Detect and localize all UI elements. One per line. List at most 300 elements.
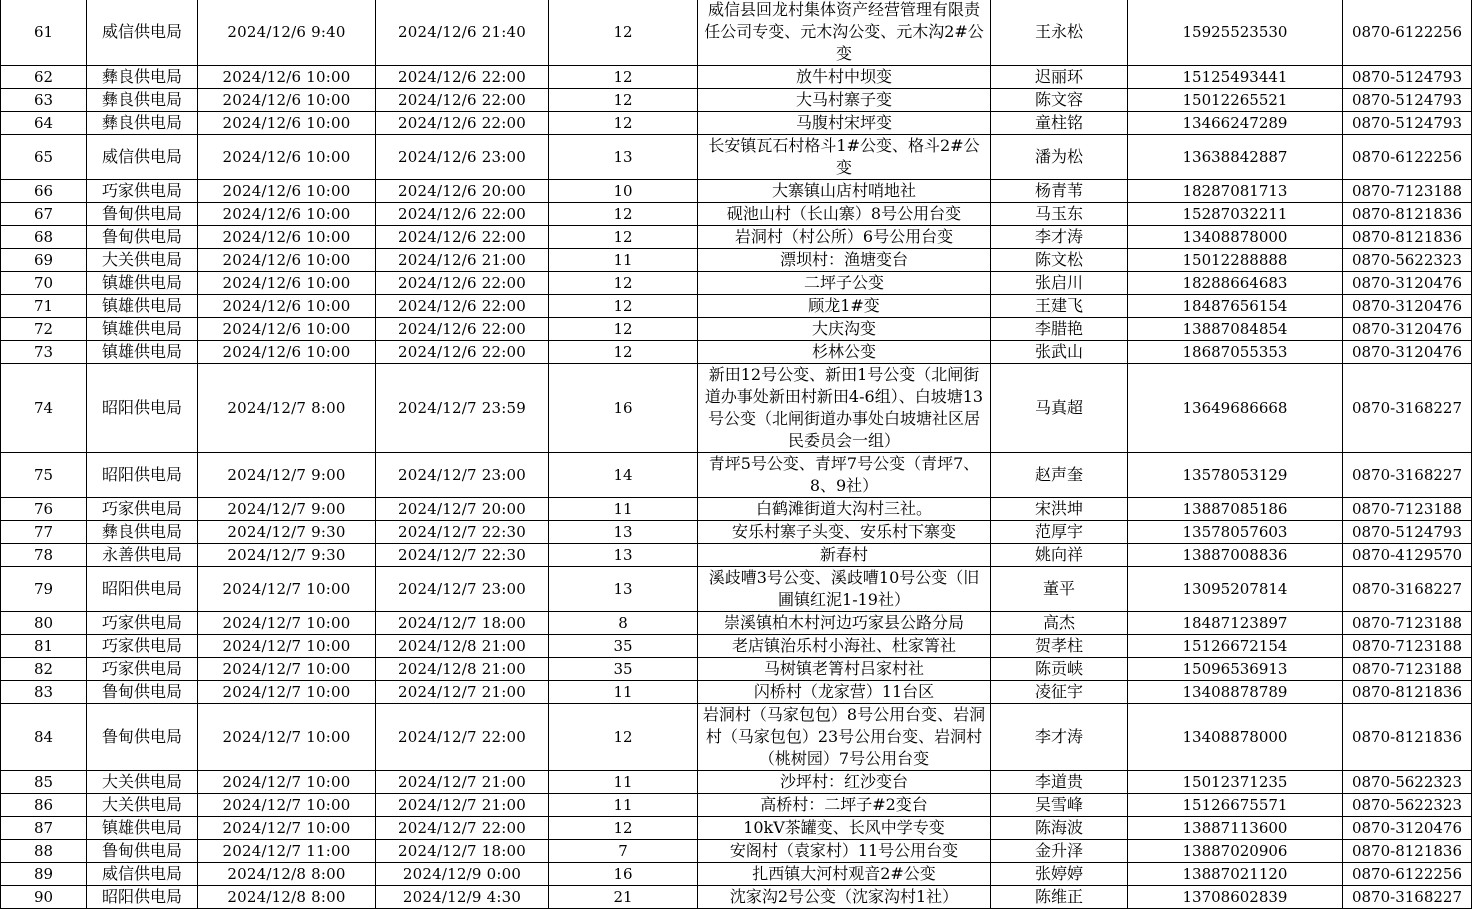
mobile-cell[interactable]: 18287081713 [1128,180,1343,203]
duration-cell[interactable]: 12 [549,0,698,66]
row-number[interactable]: 65 [1,135,87,180]
start-time-cell[interactable]: 2024/12/6 9:40 [198,0,376,66]
end-time-cell[interactable]: 2024/12/7 23:00 [376,567,549,612]
outage-area-cell[interactable]: 岩洞村（马家包包）8号公用台变、岩洞村（马家包包）23号公用台变、岩洞村（桃树园）7号公用台变 [698,704,991,771]
table-row [1,635,1472,658]
table-row [1,180,1472,203]
start-time-cell[interactable]: 2024/12/7 10:00 [198,635,376,658]
duration-cell[interactable]: 12 [549,112,698,135]
start-time-cell[interactable]: 2024/12/6 10:00 [198,341,376,364]
row-number[interactable]: 72 [1,318,87,341]
contact-name-cell[interactable]: 陈文容 [991,89,1128,112]
row-number[interactable]: 89 [1,863,87,886]
table-row [1,544,1472,567]
row-number[interactable]: 73 [1,341,87,364]
start-time-cell[interactable]: 2024/12/7 10:00 [198,612,376,635]
mobile-cell[interactable]: 18487656154 [1128,295,1343,318]
outage-area-cell[interactable]: 马树镇老箐村吕家村社 [698,658,991,681]
outage-area-cell[interactable]: 岩洞村（村公所）6号公用台变 [698,226,991,249]
phone-cell[interactable]: 0870-7123188 [1343,635,1472,658]
end-time-cell[interactable]: 2024/12/6 22:00 [376,112,549,135]
outage-area-cell[interactable]: 威信县回龙村集体资产经营管理有限责任公司专变、元木沟公变、元木沟2#公变 [698,0,991,66]
end-time-cell[interactable]: 2024/12/7 23:59 [376,364,549,453]
end-time-cell[interactable]: 2024/12/8 21:00 [376,658,549,681]
bureau-cell[interactable]: 镇雄供电局 [87,318,198,341]
bureau-cell[interactable]: 巧家供电局 [87,635,198,658]
bureau-cell[interactable]: 彝良供电局 [87,66,198,89]
table-row [1,612,1472,635]
mobile-cell[interactable]: 13887020906 [1128,840,1343,863]
start-time-cell[interactable]: 2024/12/6 10:00 [198,203,376,226]
phone-cell[interactable]: 0870-5622323 [1343,249,1472,272]
mobile-cell[interactable]: 13408878000 [1128,704,1343,771]
end-time-cell[interactable]: 2024/12/6 22:00 [376,272,549,295]
row-number[interactable]: 64 [1,112,87,135]
table-row [1,272,1472,295]
start-time-cell[interactable]: 2024/12/7 10:00 [198,771,376,794]
end-time-cell[interactable]: 2024/12/6 21:00 [376,249,549,272]
duration-cell[interactable]: 13 [549,567,698,612]
outage-area-cell[interactable]: 新田12号公变、新田1号公变（北闸街道办事处新田村新田4-6组）、白坡塘13号公变（北闸街道办事处白坡塘社区居民委员会一组） [698,364,991,453]
bureau-cell[interactable]: 彝良供电局 [87,89,198,112]
start-time-cell[interactable]: 2024/12/6 10:00 [198,180,376,203]
contact-name-cell[interactable]: 陈海波 [991,817,1128,840]
phone-cell[interactable]: 0870-3120476 [1343,272,1472,295]
mobile-cell[interactable]: 15925523530 [1128,0,1343,66]
table-row [1,521,1472,544]
mobile-cell[interactable]: 15012265521 [1128,89,1343,112]
bureau-cell[interactable]: 巧家供电局 [87,658,198,681]
phone-cell[interactable]: 0870-3168227 [1343,364,1472,453]
outage-area-cell[interactable]: 漂坝村：渔塘变台 [698,249,991,272]
mobile-cell[interactable]: 13578053129 [1128,453,1343,498]
contact-name-cell[interactable]: 姚向祥 [991,544,1128,567]
mobile-cell[interactable]: 15096536913 [1128,658,1343,681]
phone-cell[interactable]: 0870-5124793 [1343,521,1472,544]
row-number[interactable]: 82 [1,658,87,681]
outage-area-cell[interactable]: 砚池山村（长山寨）8号公用台变 [698,203,991,226]
bureau-cell[interactable]: 威信供电局 [87,135,198,180]
start-time-cell[interactable]: 2024/12/7 9:30 [198,521,376,544]
phone-cell[interactable]: 0870-8121836 [1343,840,1472,863]
outage-area-cell[interactable]: 沙坪村：红沙变台 [698,771,991,794]
mobile-cell[interactable]: 15012288888 [1128,249,1343,272]
mobile-cell[interactable]: 13466247289 [1128,112,1343,135]
contact-name-cell[interactable]: 迟丽环 [991,66,1128,89]
outage-area-cell[interactable]: 大寨镇山店村哨地社 [698,180,991,203]
contact-name-cell[interactable]: 凌征宇 [991,681,1128,704]
row-number[interactable]: 78 [1,544,87,567]
duration-cell[interactable]: 16 [549,364,698,453]
phone-cell[interactable]: 0870-6122256 [1343,863,1472,886]
start-time-cell[interactable]: 2024/12/6 10:00 [198,318,376,341]
contact-name-cell[interactable]: 宋洪坤 [991,498,1128,521]
bureau-cell[interactable]: 鲁甸供电局 [87,226,198,249]
row-number[interactable]: 77 [1,521,87,544]
row-number[interactable]: 80 [1,612,87,635]
phone-cell[interactable]: 0870-4129570 [1343,544,1472,567]
end-time-cell[interactable]: 2024/12/7 21:00 [376,771,549,794]
contact-name-cell[interactable]: 李道贵 [991,771,1128,794]
outage-area-cell[interactable]: 白鹤滩街道大沟村三社。 [698,498,991,521]
table-row [1,112,1472,135]
phone-cell[interactable]: 0870-5124793 [1343,89,1472,112]
end-time-cell[interactable]: 2024/12/7 18:00 [376,612,549,635]
start-time-cell[interactable]: 2024/12/7 9:00 [198,453,376,498]
duration-cell[interactable]: 11 [549,771,698,794]
phone-cell[interactable]: 0870-7123188 [1343,658,1472,681]
mobile-cell[interactable]: 13887113600 [1128,817,1343,840]
end-time-cell[interactable]: 2024/12/7 21:00 [376,681,549,704]
phone-cell[interactable]: 0870-3120476 [1343,318,1472,341]
bureau-cell[interactable]: 巧家供电局 [87,612,198,635]
bureau-cell[interactable]: 鲁甸供电局 [87,704,198,771]
start-time-cell[interactable]: 2024/12/8 8:00 [198,886,376,909]
mobile-cell[interactable]: 13887084854 [1128,318,1343,341]
outage-area-cell[interactable]: 安阁村（袁家村）11号公用台变 [698,840,991,863]
contact-name-cell[interactable]: 陈维正 [991,886,1128,909]
contact-name-cell[interactable]: 张启川 [991,272,1128,295]
end-time-cell[interactable]: 2024/12/7 22:30 [376,544,549,567]
bureau-cell[interactable]: 彝良供电局 [87,112,198,135]
mobile-cell[interactable]: 15126672154 [1128,635,1343,658]
mobile-cell[interactable]: 13887021120 [1128,863,1343,886]
contact-name-cell[interactable]: 杨青苇 [991,180,1128,203]
end-time-cell[interactable]: 2024/12/6 22:00 [376,226,549,249]
duration-cell[interactable]: 11 [549,794,698,817]
duration-cell[interactable]: 13 [549,521,698,544]
start-time-cell[interactable]: 2024/12/6 10:00 [198,226,376,249]
mobile-cell[interactable]: 18288664683 [1128,272,1343,295]
end-time-cell[interactable]: 2024/12/6 22:00 [376,89,549,112]
row-number[interactable]: 67 [1,203,87,226]
outage-area-cell[interactable]: 沈家沟2号公变（沈家沟村1社） [698,886,991,909]
phone-cell[interactable]: 0870-3120476 [1343,341,1472,364]
contact-name-cell[interactable]: 范厚宇 [991,521,1128,544]
phone-cell[interactable]: 0870-6122256 [1343,0,1472,66]
phone-cell[interactable]: 0870-5124793 [1343,112,1472,135]
duration-cell[interactable]: 11 [549,681,698,704]
end-time-cell[interactable]: 2024/12/7 18:00 [376,840,549,863]
start-time-cell[interactable]: 2024/12/8 8:00 [198,863,376,886]
end-time-cell[interactable]: 2024/12/7 22:30 [376,521,549,544]
mobile-cell[interactable]: 13649686668 [1128,364,1343,453]
duration-cell[interactable]: 35 [549,635,698,658]
outage-area-cell[interactable]: 老店镇治乐村小海社、杜家箐社 [698,635,991,658]
phone-cell[interactable]: 0870-3120476 [1343,817,1472,840]
duration-cell[interactable]: 11 [549,498,698,521]
bureau-cell[interactable]: 大关供电局 [87,771,198,794]
phone-cell[interactable]: 0870-3120476 [1343,295,1472,318]
phone-cell[interactable]: 0870-8121836 [1343,704,1472,771]
duration-cell[interactable]: 7 [549,840,698,863]
duration-cell[interactable]: 12 [549,341,698,364]
bureau-cell[interactable]: 彝良供电局 [87,521,198,544]
mobile-cell[interactable]: 13578057603 [1128,521,1343,544]
bureau-cell[interactable]: 威信供电局 [87,0,198,66]
end-time-cell[interactable]: 2024/12/7 22:00 [376,704,549,771]
bureau-cell[interactable]: 鲁甸供电局 [87,840,198,863]
outage-area-cell[interactable]: 杉林公变 [698,341,991,364]
start-time-cell[interactable]: 2024/12/6 10:00 [198,135,376,180]
duration-cell[interactable]: 16 [549,863,698,886]
phone-cell[interactable]: 0870-7123188 [1343,180,1472,203]
table-row [1,203,1472,226]
mobile-cell[interactable]: 13095207814 [1128,567,1343,612]
row-number[interactable]: 70 [1,272,87,295]
bureau-cell[interactable]: 巧家供电局 [87,180,198,203]
mobile-cell[interactable]: 15012371235 [1128,771,1343,794]
start-time-cell[interactable]: 2024/12/7 10:00 [198,658,376,681]
end-time-cell[interactable]: 2024/12/7 21:00 [376,794,549,817]
start-time-cell[interactable]: 2024/12/7 8:00 [198,364,376,453]
table-row [1,89,1472,112]
contact-name-cell[interactable]: 李才涛 [991,704,1128,771]
row-number[interactable]: 63 [1,89,87,112]
outage-area-cell[interactable]: 长安镇瓦石村格斗1#公变、格斗2#公变 [698,135,991,180]
duration-cell[interactable]: 12 [549,318,698,341]
mobile-cell[interactable]: 13408878789 [1128,681,1343,704]
outage-area-cell[interactable]: 扎西镇大河村观音2#公变 [698,863,991,886]
duration-cell[interactable]: 14 [549,453,698,498]
duration-cell[interactable]: 12 [549,203,698,226]
outage-area-cell[interactable]: 马腹村宋坪变 [698,112,991,135]
table-row [1,341,1472,364]
mobile-cell[interactable]: 15287032211 [1128,203,1343,226]
duration-cell[interactable]: 10 [549,180,698,203]
end-time-cell[interactable]: 2024/12/9 4:30 [376,886,549,909]
outage-area-cell[interactable]: 大庆沟变 [698,318,991,341]
row-number[interactable]: 68 [1,226,87,249]
mobile-cell[interactable]: 13408878000 [1128,226,1343,249]
row-number[interactable]: 84 [1,704,87,771]
end-time-cell[interactable]: 2024/12/6 20:00 [376,180,549,203]
outage-area-cell[interactable]: 闪桥村（龙家营）11台区 [698,681,991,704]
row-number[interactable]: 61 [1,0,87,66]
phone-cell[interactable]: 0870-6122256 [1343,135,1472,180]
duration-cell[interactable]: 12 [549,89,698,112]
table-row [1,840,1472,863]
row-number[interactable]: 87 [1,817,87,840]
row-number[interactable]: 88 [1,840,87,863]
row-number[interactable]: 69 [1,249,87,272]
bureau-cell[interactable]: 昭阳供电局 [87,364,198,453]
contact-name-cell[interactable]: 李腊艳 [991,318,1128,341]
duration-cell[interactable]: 13 [549,135,698,180]
start-time-cell[interactable]: 2024/12/6 10:00 [198,249,376,272]
row-number[interactable]: 76 [1,498,87,521]
row-number[interactable]: 90 [1,886,87,909]
start-time-cell[interactable]: 2024/12/7 10:00 [198,704,376,771]
bureau-cell[interactable]: 镇雄供电局 [87,817,198,840]
table-row [1,249,1472,272]
contact-name-cell[interactable]: 赵声奎 [991,453,1128,498]
mobile-cell[interactable]: 15125493441 [1128,66,1343,89]
contact-name-cell[interactable]: 李才涛 [991,226,1128,249]
bureau-cell[interactable]: 鲁甸供电局 [87,681,198,704]
outage-area-cell[interactable]: 溪歧嘈3号公变、溪歧嘈10号公变（旧圃镇红泥1-19社） [698,567,991,612]
contact-name-cell[interactable]: 张武山 [991,341,1128,364]
start-time-cell[interactable]: 2024/12/7 10:00 [198,794,376,817]
table-row [1,453,1472,498]
outage-area-cell[interactable]: 放牛村中坝变 [698,66,991,89]
duration-cell[interactable]: 35 [549,658,698,681]
bureau-cell[interactable]: 镇雄供电局 [87,272,198,295]
mobile-cell[interactable]: 13887085186 [1128,498,1343,521]
outage-area-cell[interactable]: 高桥村：二坪子#2变台 [698,794,991,817]
end-time-cell[interactable]: 2024/12/6 23:00 [376,135,549,180]
phone-cell[interactable]: 0870-8121836 [1343,203,1472,226]
start-time-cell[interactable]: 2024/12/7 10:00 [198,681,376,704]
start-time-cell[interactable]: 2024/12/6 10:00 [198,66,376,89]
row-number[interactable]: 85 [1,771,87,794]
row-number[interactable]: 71 [1,295,87,318]
outage-area-cell[interactable]: 新春村 [698,544,991,567]
end-time-cell[interactable]: 2024/12/6 21:40 [376,0,549,66]
contact-name-cell[interactable]: 王建飞 [991,295,1128,318]
end-time-cell[interactable]: 2024/12/6 22:00 [376,295,549,318]
duration-cell[interactable]: 21 [549,886,698,909]
mobile-cell[interactable]: 18487123897 [1128,612,1343,635]
duration-cell[interactable]: 12 [549,817,698,840]
table-row [1,0,1472,66]
end-time-cell[interactable]: 2024/12/6 22:00 [376,318,549,341]
contact-name-cell[interactable]: 陈文松 [991,249,1128,272]
bureau-cell[interactable]: 永善供电局 [87,544,198,567]
outage-area-cell[interactable]: 顾龙1#变 [698,295,991,318]
phone-cell[interactable]: 0870-3168227 [1343,567,1472,612]
row-number[interactable]: 62 [1,66,87,89]
contact-name-cell[interactable]: 金升泽 [991,840,1128,863]
table-row [1,295,1472,318]
mobile-cell[interactable]: 13708602839 [1128,886,1343,909]
outage-area-cell[interactable]: 大马村寨子变 [698,89,991,112]
bureau-cell[interactable]: 大关供电局 [87,249,198,272]
phone-cell[interactable]: 0870-8121836 [1343,681,1472,704]
duration-cell[interactable]: 12 [549,66,698,89]
row-number[interactable]: 81 [1,635,87,658]
table-row [1,863,1472,886]
contact-name-cell[interactable]: 贺孝柱 [991,635,1128,658]
duration-cell[interactable]: 13 [549,544,698,567]
contact-name-cell[interactable]: 董平 [991,567,1128,612]
bureau-cell[interactable]: 镇雄供电局 [87,341,198,364]
phone-cell[interactable]: 0870-5124793 [1343,66,1472,89]
phone-cell[interactable]: 0870-7123188 [1343,498,1472,521]
contact-name-cell[interactable]: 张婷婷 [991,863,1128,886]
mobile-cell[interactable]: 18687055353 [1128,341,1343,364]
duration-cell[interactable]: 11 [549,249,698,272]
contact-name-cell[interactable]: 马玉东 [991,203,1128,226]
table-row [1,771,1472,794]
start-time-cell[interactable]: 2024/12/7 10:00 [198,817,376,840]
bureau-cell[interactable]: 威信供电局 [87,863,198,886]
phone-cell[interactable]: 0870-3168227 [1343,453,1472,498]
end-time-cell[interactable]: 2024/12/6 22:00 [376,341,549,364]
table-row [1,567,1472,612]
duration-cell[interactable]: 12 [549,272,698,295]
row-number[interactable]: 74 [1,364,87,453]
table-row [1,886,1472,909]
start-time-cell[interactable]: 2024/12/7 9:30 [198,544,376,567]
phone-cell[interactable]: 0870-3168227 [1343,886,1472,909]
contact-name-cell[interactable]: 吴雪峰 [991,794,1128,817]
bureau-cell[interactable]: 昭阳供电局 [87,886,198,909]
bureau-cell[interactable]: 镇雄供电局 [87,295,198,318]
bureau-cell[interactable]: 昭阳供电局 [87,453,198,498]
end-time-cell[interactable]: 2024/12/9 0:00 [376,863,549,886]
mobile-cell[interactable]: 13638842887 [1128,135,1343,180]
bureau-cell[interactable]: 大关供电局 [87,794,198,817]
outage-area-cell[interactable]: 二坪子公变 [698,272,991,295]
end-time-cell[interactable]: 2024/12/6 22:00 [376,203,549,226]
start-time-cell[interactable]: 2024/12/7 11:00 [198,840,376,863]
start-time-cell[interactable]: 2024/12/7 9:00 [198,498,376,521]
mobile-cell[interactable]: 15126675571 [1128,794,1343,817]
table-row [1,364,1472,453]
end-time-cell[interactable]: 2024/12/8 21:00 [376,635,549,658]
outage-area-cell[interactable]: 10kV茶罐变、长风中学专变 [698,817,991,840]
phone-cell[interactable]: 0870-5622323 [1343,794,1472,817]
contact-name-cell[interactable]: 王永松 [991,0,1128,66]
table-row [1,135,1472,180]
contact-name-cell[interactable]: 马真超 [991,364,1128,453]
row-number[interactable]: 86 [1,794,87,817]
start-time-cell[interactable]: 2024/12/6 10:00 [198,89,376,112]
start-time-cell[interactable]: 2024/12/7 10:00 [198,567,376,612]
start-time-cell[interactable]: 2024/12/6 10:00 [198,295,376,318]
start-time-cell[interactable]: 2024/12/6 10:00 [198,272,376,295]
end-time-cell[interactable]: 2024/12/7 20:00 [376,498,549,521]
outage-area-cell[interactable]: 青坪5号公变、青坪7号公变（青坪7、8、9社） [698,453,991,498]
row-number[interactable]: 66 [1,180,87,203]
table-row [1,681,1472,704]
bureau-cell[interactable]: 鲁甸供电局 [87,203,198,226]
row-number[interactable]: 83 [1,681,87,704]
table-row [1,704,1472,771]
row-number[interactable]: 75 [1,453,87,498]
table-row [1,498,1472,521]
bureau-cell[interactable]: 巧家供电局 [87,498,198,521]
table-row [1,817,1472,840]
row-number[interactable]: 79 [1,567,87,612]
mobile-cell[interactable]: 13887008836 [1128,544,1343,567]
outage-area-cell[interactable]: 安乐村寨子头变、安乐村下寨变 [698,521,991,544]
end-time-cell[interactable]: 2024/12/7 23:00 [376,453,549,498]
contact-name-cell[interactable]: 潘为松 [991,135,1128,180]
contact-name-cell[interactable]: 陈贡峡 [991,658,1128,681]
table-row [1,318,1472,341]
end-time-cell[interactable]: 2024/12/6 22:00 [376,66,549,89]
contact-name-cell[interactable]: 高杰 [991,612,1128,635]
phone-cell[interactable]: 0870-8121836 [1343,226,1472,249]
duration-cell[interactable]: 12 [549,295,698,318]
duration-cell[interactable]: 12 [549,704,698,771]
duration-cell[interactable]: 12 [549,226,698,249]
outage-area-cell[interactable]: 崇溪镇柏木村河边巧家县公路分局 [698,612,991,635]
phone-cell[interactable]: 0870-5622323 [1343,771,1472,794]
table-row [1,226,1472,249]
table-row [1,794,1472,817]
start-time-cell[interactable]: 2024/12/6 10:00 [198,112,376,135]
end-time-cell[interactable]: 2024/12/7 22:00 [376,817,549,840]
table-row [1,66,1472,89]
bureau-cell[interactable]: 昭阳供电局 [87,567,198,612]
table-row [1,658,1472,681]
phone-cell[interactable]: 0870-7123188 [1343,612,1472,635]
contact-name-cell[interactable]: 童柱铭 [991,112,1128,135]
duration-cell[interactable]: 8 [549,612,698,635]
